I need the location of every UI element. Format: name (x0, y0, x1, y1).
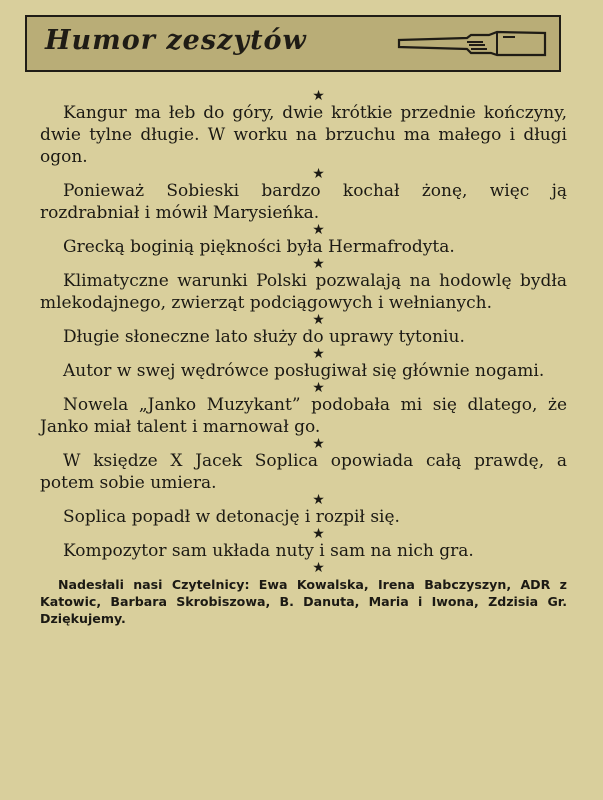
joke-item: Klimatyczne warunki Polski pozwalają na hodowlę bydła mlekodajnego, zwierząt podciągowych i wełnianych. (40, 271, 567, 313)
joke-item: Grecką boginią piękności była Hermafrodyta. (63, 237, 455, 257)
joke-item: Autor w swej wędrówce posługiwał się głównie nogami. (63, 361, 545, 381)
joke-item: Ponieważ Sobieski bardzo kochał żonę, więc ją rozdrabniał i mówił Marysieńka. (40, 181, 567, 223)
star-separator: ★ (312, 560, 325, 576)
joke-item: Soplica popadł w detonację i rozpił się. (63, 507, 400, 527)
joke-item: Kangur ma łeb do góry, dwie krótkie przednie kończyny, dwie tylne długie. W worku na brzuchu ma małego i długi ogon. (40, 103, 567, 167)
star-separator: ★ (312, 436, 325, 452)
star-separator: ★ (312, 166, 325, 182)
joke-item: Długie słoneczne lato służy do uprawy tytoniu. (63, 327, 465, 347)
joke-item: W księdze X Jacek Soplica opowiada całą prawdę, a potem sobie umiera. (40, 451, 567, 493)
contributors-note: Nadesłali nasi Czytelnicy: Ewa Kowalska, Irena Babczyszyn, ADR z Katowic, Barbara Skrobiszowa, B. Danuta, Maria i Iwona, Zdzisia Gr. Dziękujemy. (40, 577, 567, 626)
star-separator: ★ (312, 312, 325, 328)
pointing-hand-icon (397, 26, 547, 60)
star-separator: ★ (312, 380, 325, 396)
jokes-list (40, 90, 567, 627)
star-separator: ★ (312, 492, 325, 508)
star-separator: ★ (312, 526, 325, 542)
joke-item: Nowela „Janko Muzykant” podobała mi się dlatego, że Janko miał talent i marnował go. (40, 395, 567, 437)
star-separator: ★ (312, 346, 325, 362)
section-title: Humor zeszytów (45, 25, 307, 56)
star-separator: ★ (312, 88, 325, 104)
section-header (25, 15, 561, 72)
joke-item: Kompozytor sam układa nuty i sam na nich gra. (63, 541, 474, 561)
star-separator: ★ (312, 256, 325, 272)
star-separator: ★ (312, 222, 325, 238)
